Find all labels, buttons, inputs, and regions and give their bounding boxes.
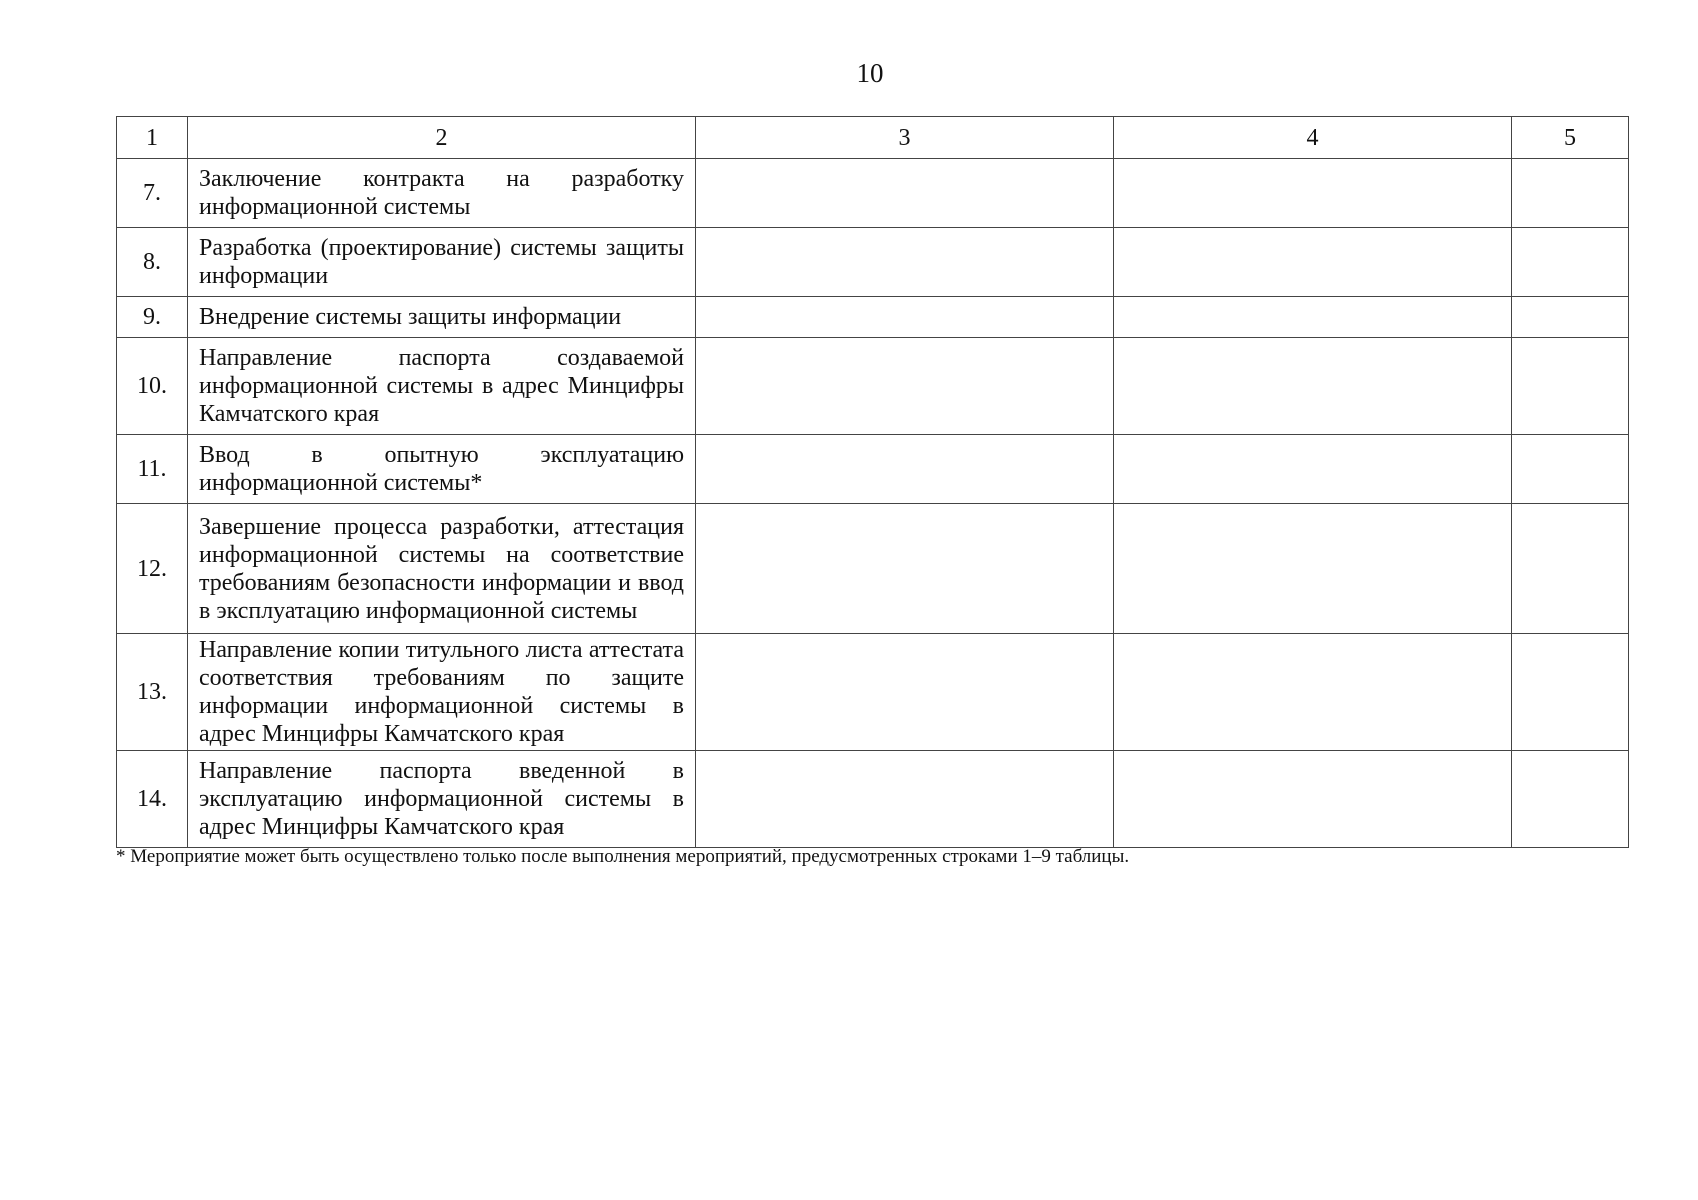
row-number: 11. — [117, 435, 188, 504]
row-cell-4 — [1114, 159, 1512, 228]
column-header-1: 1 — [117, 117, 188, 159]
table-row — [117, 751, 1629, 848]
row-description: Внедрение системы защиты информации — [188, 297, 696, 338]
row-description: Заключение контракта на разработку информационной системы — [188, 159, 696, 228]
row-description: Ввод в опытную эксплуатацию информационной системы* — [188, 435, 696, 504]
row-number: 9. — [117, 297, 188, 338]
events-table — [116, 116, 1629, 848]
row-cell-5 — [1512, 751, 1629, 848]
row-cell-3 — [696, 297, 1114, 338]
column-header-4: 4 — [1114, 117, 1512, 159]
row-cell-5 — [1512, 634, 1629, 751]
row-cell-3 — [696, 338, 1114, 435]
row-cell-3 — [696, 435, 1114, 504]
row-cell-5 — [1512, 228, 1629, 297]
row-cell-5 — [1512, 297, 1629, 338]
row-number: 7. — [117, 159, 188, 228]
row-cell-4 — [1114, 751, 1512, 848]
row-cell-4 — [1114, 504, 1512, 634]
row-cell-3 — [696, 634, 1114, 751]
row-number: 8. — [117, 228, 188, 297]
row-number: 12. — [117, 504, 188, 634]
row-cell-4 — [1114, 338, 1512, 435]
page-number: 10 — [856, 58, 884, 88]
row-number: 13. — [117, 634, 188, 751]
row-cell-3 — [696, 504, 1114, 634]
row-cell-4 — [1114, 634, 1512, 751]
row-cell-5 — [1512, 435, 1629, 504]
row-cell-4 — [1114, 228, 1512, 297]
table-row — [117, 338, 1629, 435]
footnote: * Мероприятие может быть осуществлено только после выполнения мероприятий, предусмотренных строками 1–9 таблицы. — [116, 846, 1130, 867]
row-cell-4 — [1114, 435, 1512, 504]
row-cell-5 — [1512, 159, 1629, 228]
table-row — [117, 159, 1629, 228]
row-cell-3 — [696, 751, 1114, 848]
row-description: Направление копии титульного листа аттестата соответствия требованиям по защите информации информационной системы в адрес Минцифры Камчатского края — [188, 634, 696, 751]
table-row — [117, 297, 1629, 338]
table-row — [117, 634, 1629, 751]
row-cell-3 — [696, 159, 1114, 228]
row-cell-3 — [696, 228, 1114, 297]
column-header-2: 2 — [188, 117, 696, 159]
table-row — [117, 228, 1629, 297]
row-cell-5 — [1512, 338, 1629, 435]
row-number: 10. — [117, 338, 188, 435]
row-cell-4 — [1114, 297, 1512, 338]
row-description: Направление паспорта введенной в эксплуатацию информационной системы в адрес Минцифры Камчатского края — [188, 751, 696, 848]
row-description: Направление паспорта создаваемой информационной системы в адрес Минцифры Камчатского края — [188, 338, 696, 435]
table-row — [117, 504, 1629, 634]
row-description: Завершение процесса разработки, аттестация информационной системы на соответствие требованиям безопасности информации и ввод в эксплуатацию информационной системы — [188, 504, 696, 634]
table-header-row — [117, 117, 1629, 159]
column-header-5: 5 — [1512, 117, 1629, 159]
column-header-3: 3 — [696, 117, 1114, 159]
row-cell-5 — [1512, 504, 1629, 634]
table-row — [117, 435, 1629, 504]
row-number: 14. — [117, 751, 188, 848]
row-description: Разработка (проектирование) системы защиты информации — [188, 228, 696, 297]
